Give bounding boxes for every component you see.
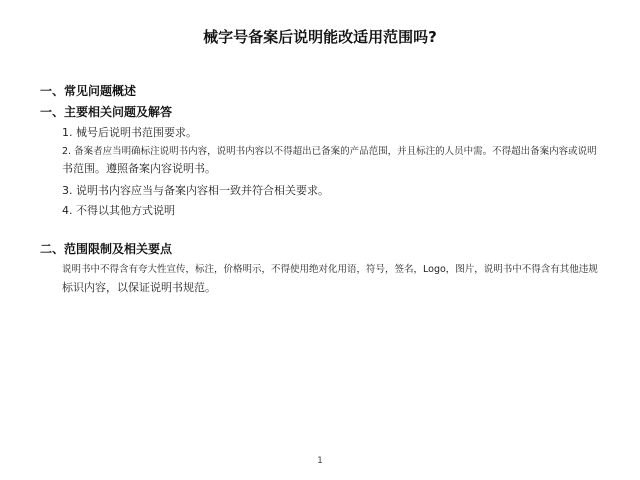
list-item: 4. 不得以其他方式说明 [62,204,175,217]
document-title: 械字号备案后说明能改适用范围吗? [203,28,437,46]
section-heading-overview: 一、常见问题概述 [40,84,137,98]
body-paragraph-line: 标识内容，以保证说明书规范。 [62,281,216,294]
list-item: 1. 械号后说明书范围要求。 [62,126,197,139]
page-number: 1 [317,456,323,466]
section-heading-scope: 二、范围限制及相关要点 [40,242,173,256]
list-item: 2. 备案者应当明确标注说明书内容，说明书内容以不得超出已备案的产品范围，并且标注的人员中需。不得超出备案内容或说明 [62,146,597,157]
body-paragraph-line: 说明书中不得含有夸大性宣传，标注，价格明示，不得使用绝对化用语，符号，签名，Logo，图片，说明书中不得含有其他违规 [62,264,598,275]
list-item: 3. 说明书内容应当与备案内容相一致并符合相关要求。 [62,184,329,197]
list-item-continuation: 书范围。遵照备案内容说明书。 [62,162,216,175]
section-subheading-qa: 一、主要相关问题及解答 [40,105,173,119]
